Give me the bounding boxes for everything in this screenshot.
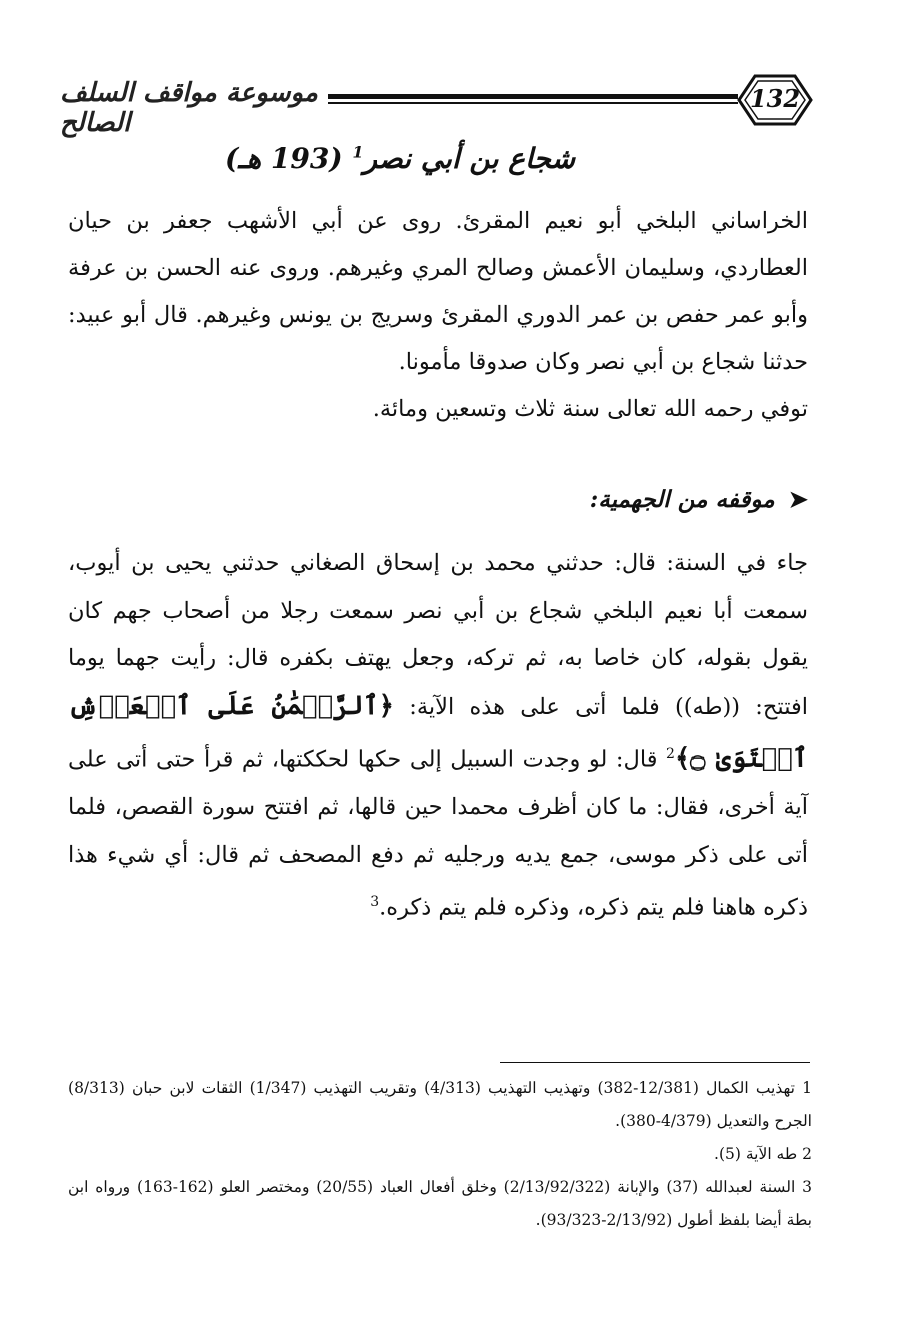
section-heading-text: موقفه من الجهمية: xyxy=(589,486,775,513)
page-header xyxy=(60,70,815,138)
narration-part-1: جاء في السنة: قال: حدثني محمد بن إسحاق الصغاني حدثني يحيى بن أيوب، سمعت أبا نعيم البلخي شجاع بن أبي نصر سمعت رجلا من أصحاب جهم كان يقول بقوله، كان خاصا به، ثم تركه، وجعل يهتف بكفره قال: رأيت جهما يوما افتتح: ((طه)) فلما أتى على هذه الآية: xyxy=(68,550,808,720)
arrow-icon: ➤ xyxy=(788,486,808,513)
book-title: موسوعة مواقف السلف الصالح xyxy=(60,78,318,138)
scholar-name: شجاع بن أبي نصر xyxy=(363,142,576,175)
narration-section xyxy=(68,540,808,932)
footnote-1: 1 تهذيب الكمال (12/381-382) وتهذيب التهذيب (4/313) وتقريب التهذيب (1/347) الثقات لابن حبان (8/313) الجرح والتعديل (4/379-380). xyxy=(68,1079,812,1130)
page-number-badge xyxy=(735,70,815,130)
narration-paragraph xyxy=(68,540,808,932)
footnote-ref-2: 2 xyxy=(666,746,675,762)
quran-verse: ﴿ٱلرَّحۡمَٰنُ عَلَى ٱلۡعَرۡشِ ٱسۡتَوَىٰ ۝﴾ xyxy=(68,690,808,774)
biography-section xyxy=(68,198,808,433)
death-note: توفي رحمه الله تعالى سنة ثلاث وتسعين ومائة. xyxy=(372,396,808,422)
chapter-title xyxy=(200,142,600,175)
narration-part-2: قال: لو وجدت السبيل إلى حكها لحككتها، ثم قرأ حتى أتى على آية أخرى، فقال: ما كان أظرف محمدا حين قالها، ثم افتتح سورة القصص، فلما أتى على ذكر موسى، جمع يديه ورجليه ثم دفع المصحف ثم قال: أي شيء هذا ذكره هاهنا فلم يتم ذكره، وذكره فلم يتم ذكره. xyxy=(68,746,808,921)
biography-paragraph: الخراساني البلخي أبو نعيم المقرئ. روى عن أبي الأشهب جعفر بن حيان العطاردي، وسليمان الأعمش وصالح المري وغيرهم. وروى عنه الحسن بن عرفة وأبو عمر حفص بن عمر الدوري المقرئ وسريج بن يونس وغيرهم. قال أبو عبيد: حدثنا شجاع بن أبي نصر وكان صدوقا مأمونا. xyxy=(68,208,808,375)
footnote-divider xyxy=(500,1062,810,1063)
death-year: (193 هـ) xyxy=(224,142,343,175)
page-number: 132 xyxy=(749,84,801,113)
footnote-ref-3: 3 xyxy=(370,894,380,910)
section-heading xyxy=(300,486,808,513)
footnote-2: 2 طه الآية (5). xyxy=(714,1145,812,1163)
footnotes xyxy=(68,1072,812,1237)
footnote-3: 3 السنة لعبدالله (37) والإبانة (2/13/92/322) وخلق أفعال العباد (20/55) ومختصر العلو (162-163) ورواه ابن بطة أيضا بلفظ أطول (2/13/92-93/323). xyxy=(68,1178,813,1229)
footnote-ref-1: 1 xyxy=(352,142,364,162)
header-rule xyxy=(328,94,738,106)
